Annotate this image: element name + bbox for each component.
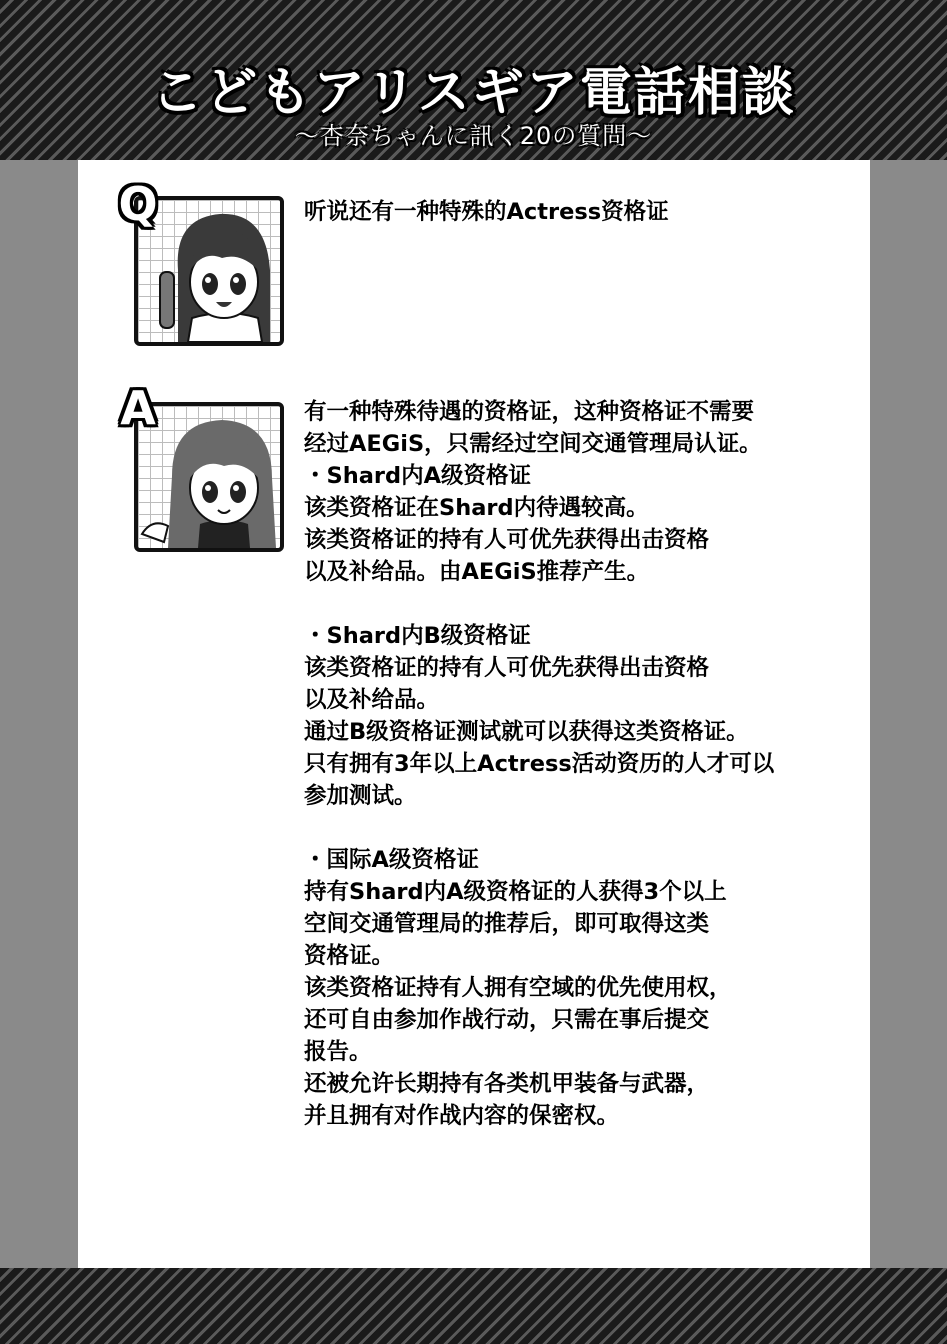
answer-line: 还可自由参加作战行动，只需在事后提交 (304, 1007, 710, 1033)
answer-line: 经过AEGiS，只需经过空间交通管理局认证。 (304, 431, 762, 457)
answer-line: 该类资格证的持有人可优先获得出击资格 (304, 655, 710, 681)
footer-band (0, 1268, 947, 1344)
answer-line: 持有Shard内A级资格证的人获得3个以上 (304, 879, 727, 905)
answer-line: 参加测试。 (304, 783, 417, 809)
answer-line: 空间交通管理局的推荐后，即可取得这类 (304, 911, 710, 937)
answer-line: 该类资格证在Shard内待遇较高。 (304, 495, 649, 521)
question-badge: Q (118, 177, 158, 231)
answer-line: 以及补给品。由AEGiS推荐产生。 (304, 559, 650, 585)
question-text: 听说还有一种特殊的Actress资格证 (304, 199, 669, 225)
answer-spacer (304, 812, 874, 844)
answer-line: 只有拥有3年以上Actress活动资历的人才可以 (304, 751, 775, 777)
answer-line: 该类资格证持有人拥有空域的优先使用权， (304, 975, 732, 1001)
answer-line: 该类资格证的持有人可优先获得出击资格 (304, 527, 710, 553)
answer-line: 报告。 (304, 1039, 372, 1065)
answer-line: ・Shard内B级资格证 (304, 623, 531, 649)
answer-line: 还被允许长期持有各类机甲装备与武器， (304, 1071, 710, 1097)
answer-line: 并且拥有对作战内容的保密权。 (304, 1103, 620, 1129)
answer-line: ・国际A级资格证 (304, 847, 479, 873)
answer-badge: A (120, 381, 156, 435)
page-subtitle: ～杏奈ちゃんに訊く20の質問～ (294, 122, 653, 150)
page-title: こどもアリスギア電話相談 (151, 63, 796, 123)
answer-spacer (304, 588, 874, 620)
answer-line: 以及补给品。 (304, 687, 440, 713)
answer-line: 资格证。 (304, 943, 395, 969)
answer-line: 有一种特殊待遇的资格证，这种资格证不需要 (304, 399, 755, 425)
answer-line: 通过B级资格证测试就可以获得这类资格证。 (304, 719, 749, 745)
answer-line: ・Shard内A级资格证 (304, 463, 532, 489)
answer-text (304, 396, 874, 1132)
